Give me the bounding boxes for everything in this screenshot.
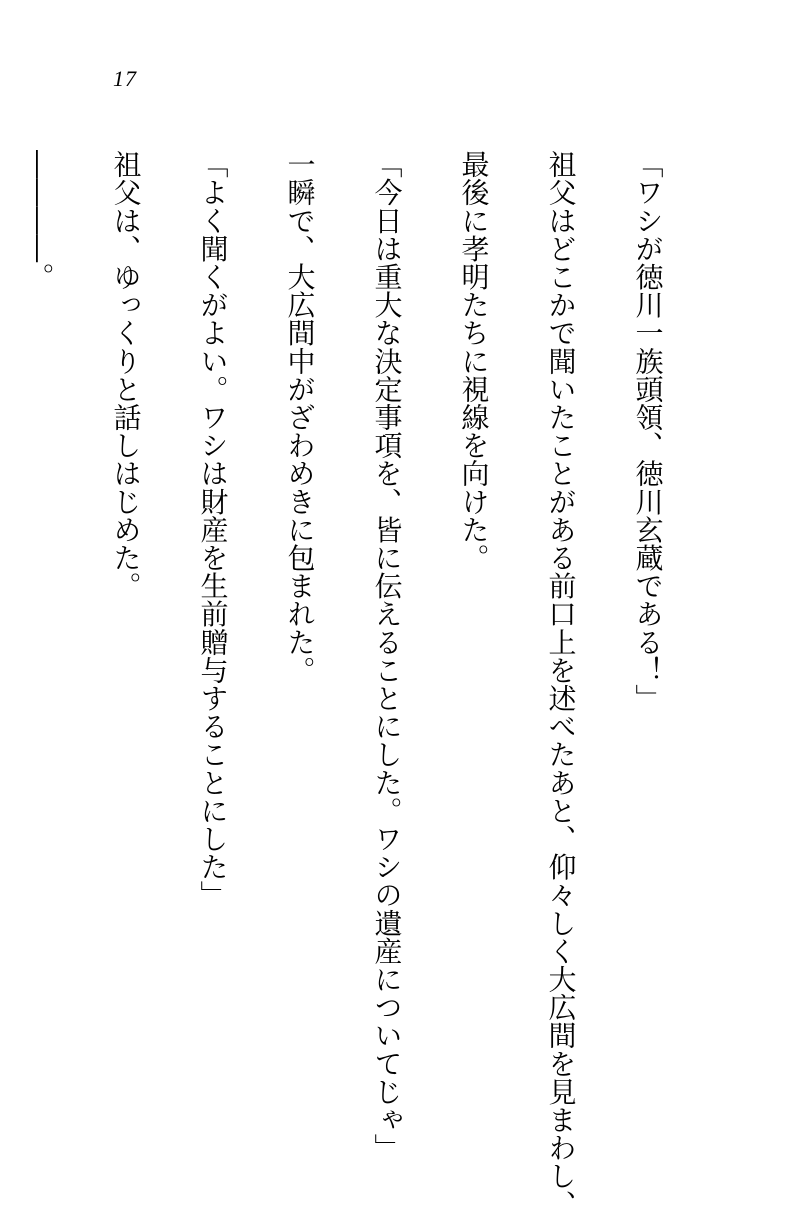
text-line: 「今日は重大な決定事項を、皆に伝えることにした。ワシの遺産についてじゃ」 — [370, 150, 404, 1162]
text-line: 一瞬で、大広間中がざわめきに包まれた。 — [283, 150, 317, 684]
body-text — [0, 150, 713, 1218]
text-line: ――――。 — [22, 150, 56, 291]
text-line: 最後に孝明たちに視線を向けた。 — [457, 150, 491, 572]
page-number: 17 — [113, 66, 137, 91]
text-line: 祖父は、ゆっくりと話しはじめた。 — [109, 150, 143, 600]
text-line: 「ワシが徳川一族頭領、徳川玄蔵である！」 — [631, 150, 665, 712]
text-line: 祖父はどこかで聞いたことがある前口上を述べたあと、仰々しく大広間を見まわし、 — [544, 150, 578, 1218]
text-line: 「よく聞くがよい。ワシは財産を生前贈与することにした」 — [196, 150, 230, 909]
